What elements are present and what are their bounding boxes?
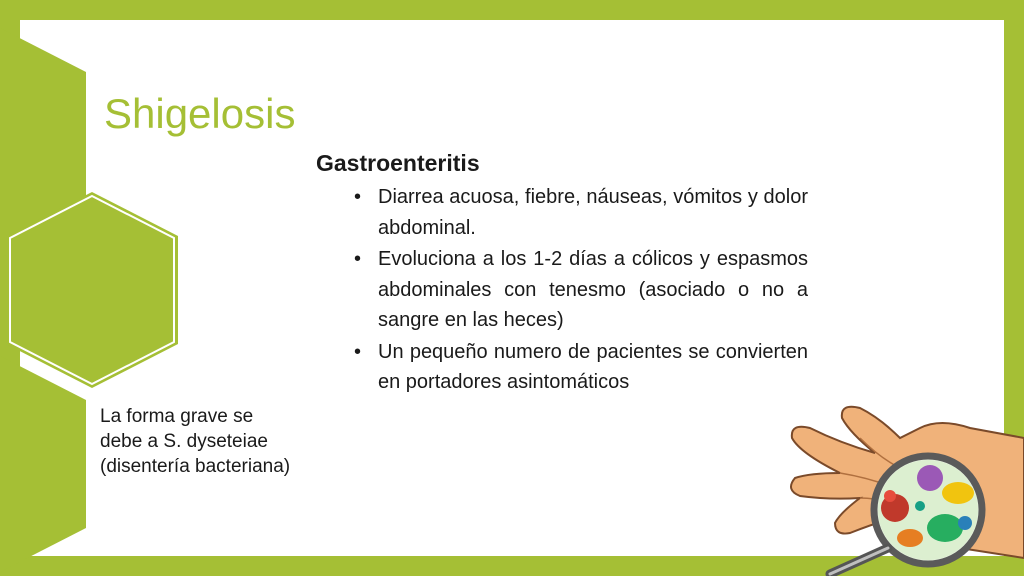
bullet-item xyxy=(316,182,808,243)
bullet-text: Diarrea acuosa, fiebre, náuseas, vómitos y dolor abdominal. xyxy=(378,186,808,239)
content-block xyxy=(316,146,808,399)
section-heading: Gastroenteritis xyxy=(316,150,480,176)
bullet-list xyxy=(316,182,808,398)
bullet-item xyxy=(316,244,808,336)
hand-with-magnifying-glass-bacteria-icon xyxy=(780,398,1024,576)
hexagon-bottom xyxy=(0,356,86,572)
bullet-dot-icon: • xyxy=(354,340,362,363)
bullet-text: Evoluciona a los 1-2 días a cólicos y espasmos abdominales con tenesmo (asociado o no a sangre en las heces) xyxy=(378,248,808,331)
bullet-dot-icon: • xyxy=(354,248,362,270)
side-note: La forma grave se debe a S. dyseteiae (disentería bacteriana) xyxy=(100,406,291,477)
slide-title: Shigelosis xyxy=(104,90,296,137)
bullet-text: Un pequeño numero de pacientes se convierten en portadores asintomáticos xyxy=(378,340,808,393)
bullet-item xyxy=(316,337,808,398)
bullet-dot-icon: • xyxy=(354,186,362,208)
